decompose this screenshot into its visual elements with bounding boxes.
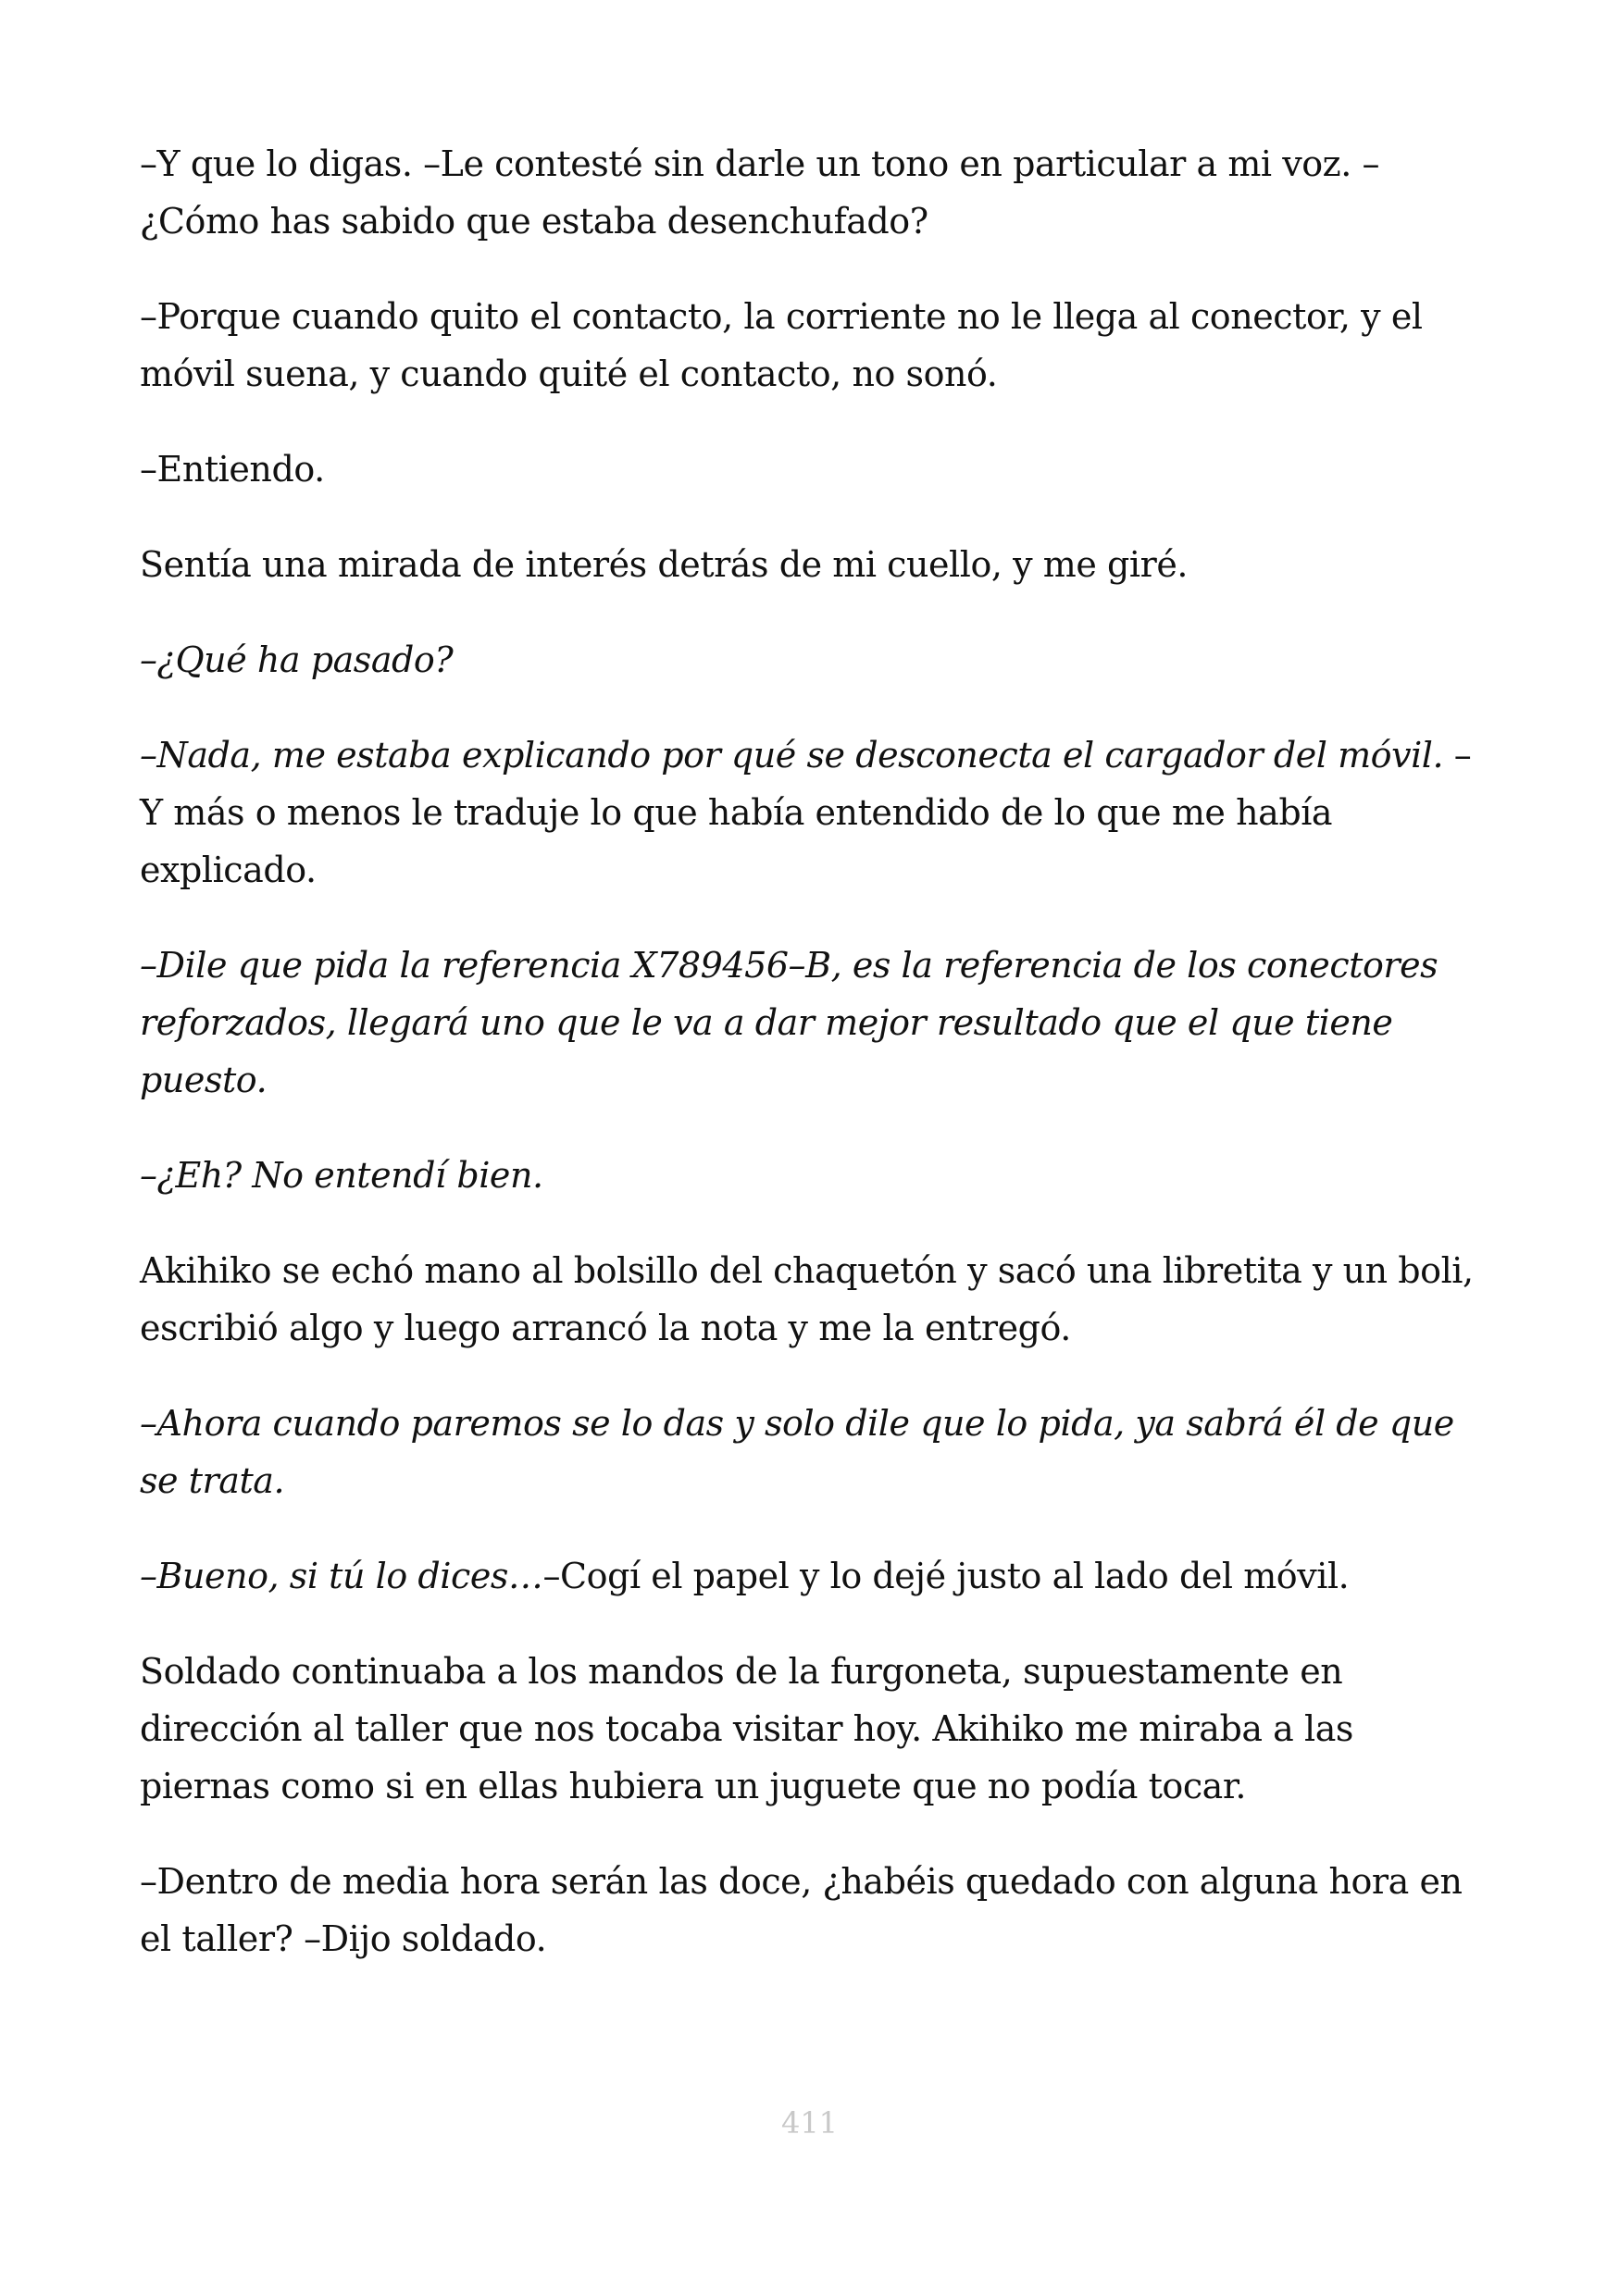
page-number: 411 xyxy=(780,2105,839,2141)
paragraph-4: Sentía una mirada de interés detrás de mi cuello, y me giré. xyxy=(140,544,1189,585)
paragraph-7: –Dile que pida la referencia X789456–B, es la referencia de los conectores reforzados, llegará uno que le va a dar mejor resultado que el que tiene puesto. xyxy=(140,945,1438,1100)
paragraph-12: Soldado continuaba a los mandos de la furgoneta, supuestamente en dirección al taller que nos tocaba visitar hoy. Akihiko me miraba a las piernas como si en ellas hubiera un juguete que no podía tocar. xyxy=(140,1651,1353,1806)
paragraph-8: –¿Eh? No entendí bien. xyxy=(140,1155,543,1196)
paragraph-13: –Dentro de media hora serán las doce, ¿habéis quedado con alguna hora en el taller? –Dijo soldado. xyxy=(140,1861,1463,1959)
paragraph-9: Akihiko se echó mano al bolsillo del chaquetón y sacó una libretita y un boli, escribió algo y luego arrancó la nota y me la entregó. xyxy=(140,1250,1474,1348)
paragraph-1: –Y que lo digas. –Le contesté sin darle un tono en particular a mi voz. –¿Cómo has sabido que estaba desenchufado? xyxy=(140,143,1380,242)
paragraph-5: –¿Qué ha pasado? xyxy=(140,639,454,680)
paragraph-10: –Ahora cuando paremos se lo das y solo dile que lo pida, ya sabrá él de que se trata. xyxy=(140,1403,1454,1501)
paragraph-11: –Bueno, si tú lo dices…–Cogí el papel y lo dejé justo al lado del móvil. xyxy=(140,1556,1350,1596)
paragraph-2: –Porque cuando quito el contacto, la corriente no le llega al conector, y el móvil suena, y cuando quité el contacto, no sonó. xyxy=(140,296,1423,394)
paragraph-3: –Entiendo. xyxy=(140,449,325,490)
body-text xyxy=(140,135,1491,2005)
paragraph-6: –Nada, me estaba explicando por qué se desconecta el cargador del móvil. –Y más o menos le traduje lo que había entendido de lo que me había explicado. xyxy=(140,735,1472,890)
